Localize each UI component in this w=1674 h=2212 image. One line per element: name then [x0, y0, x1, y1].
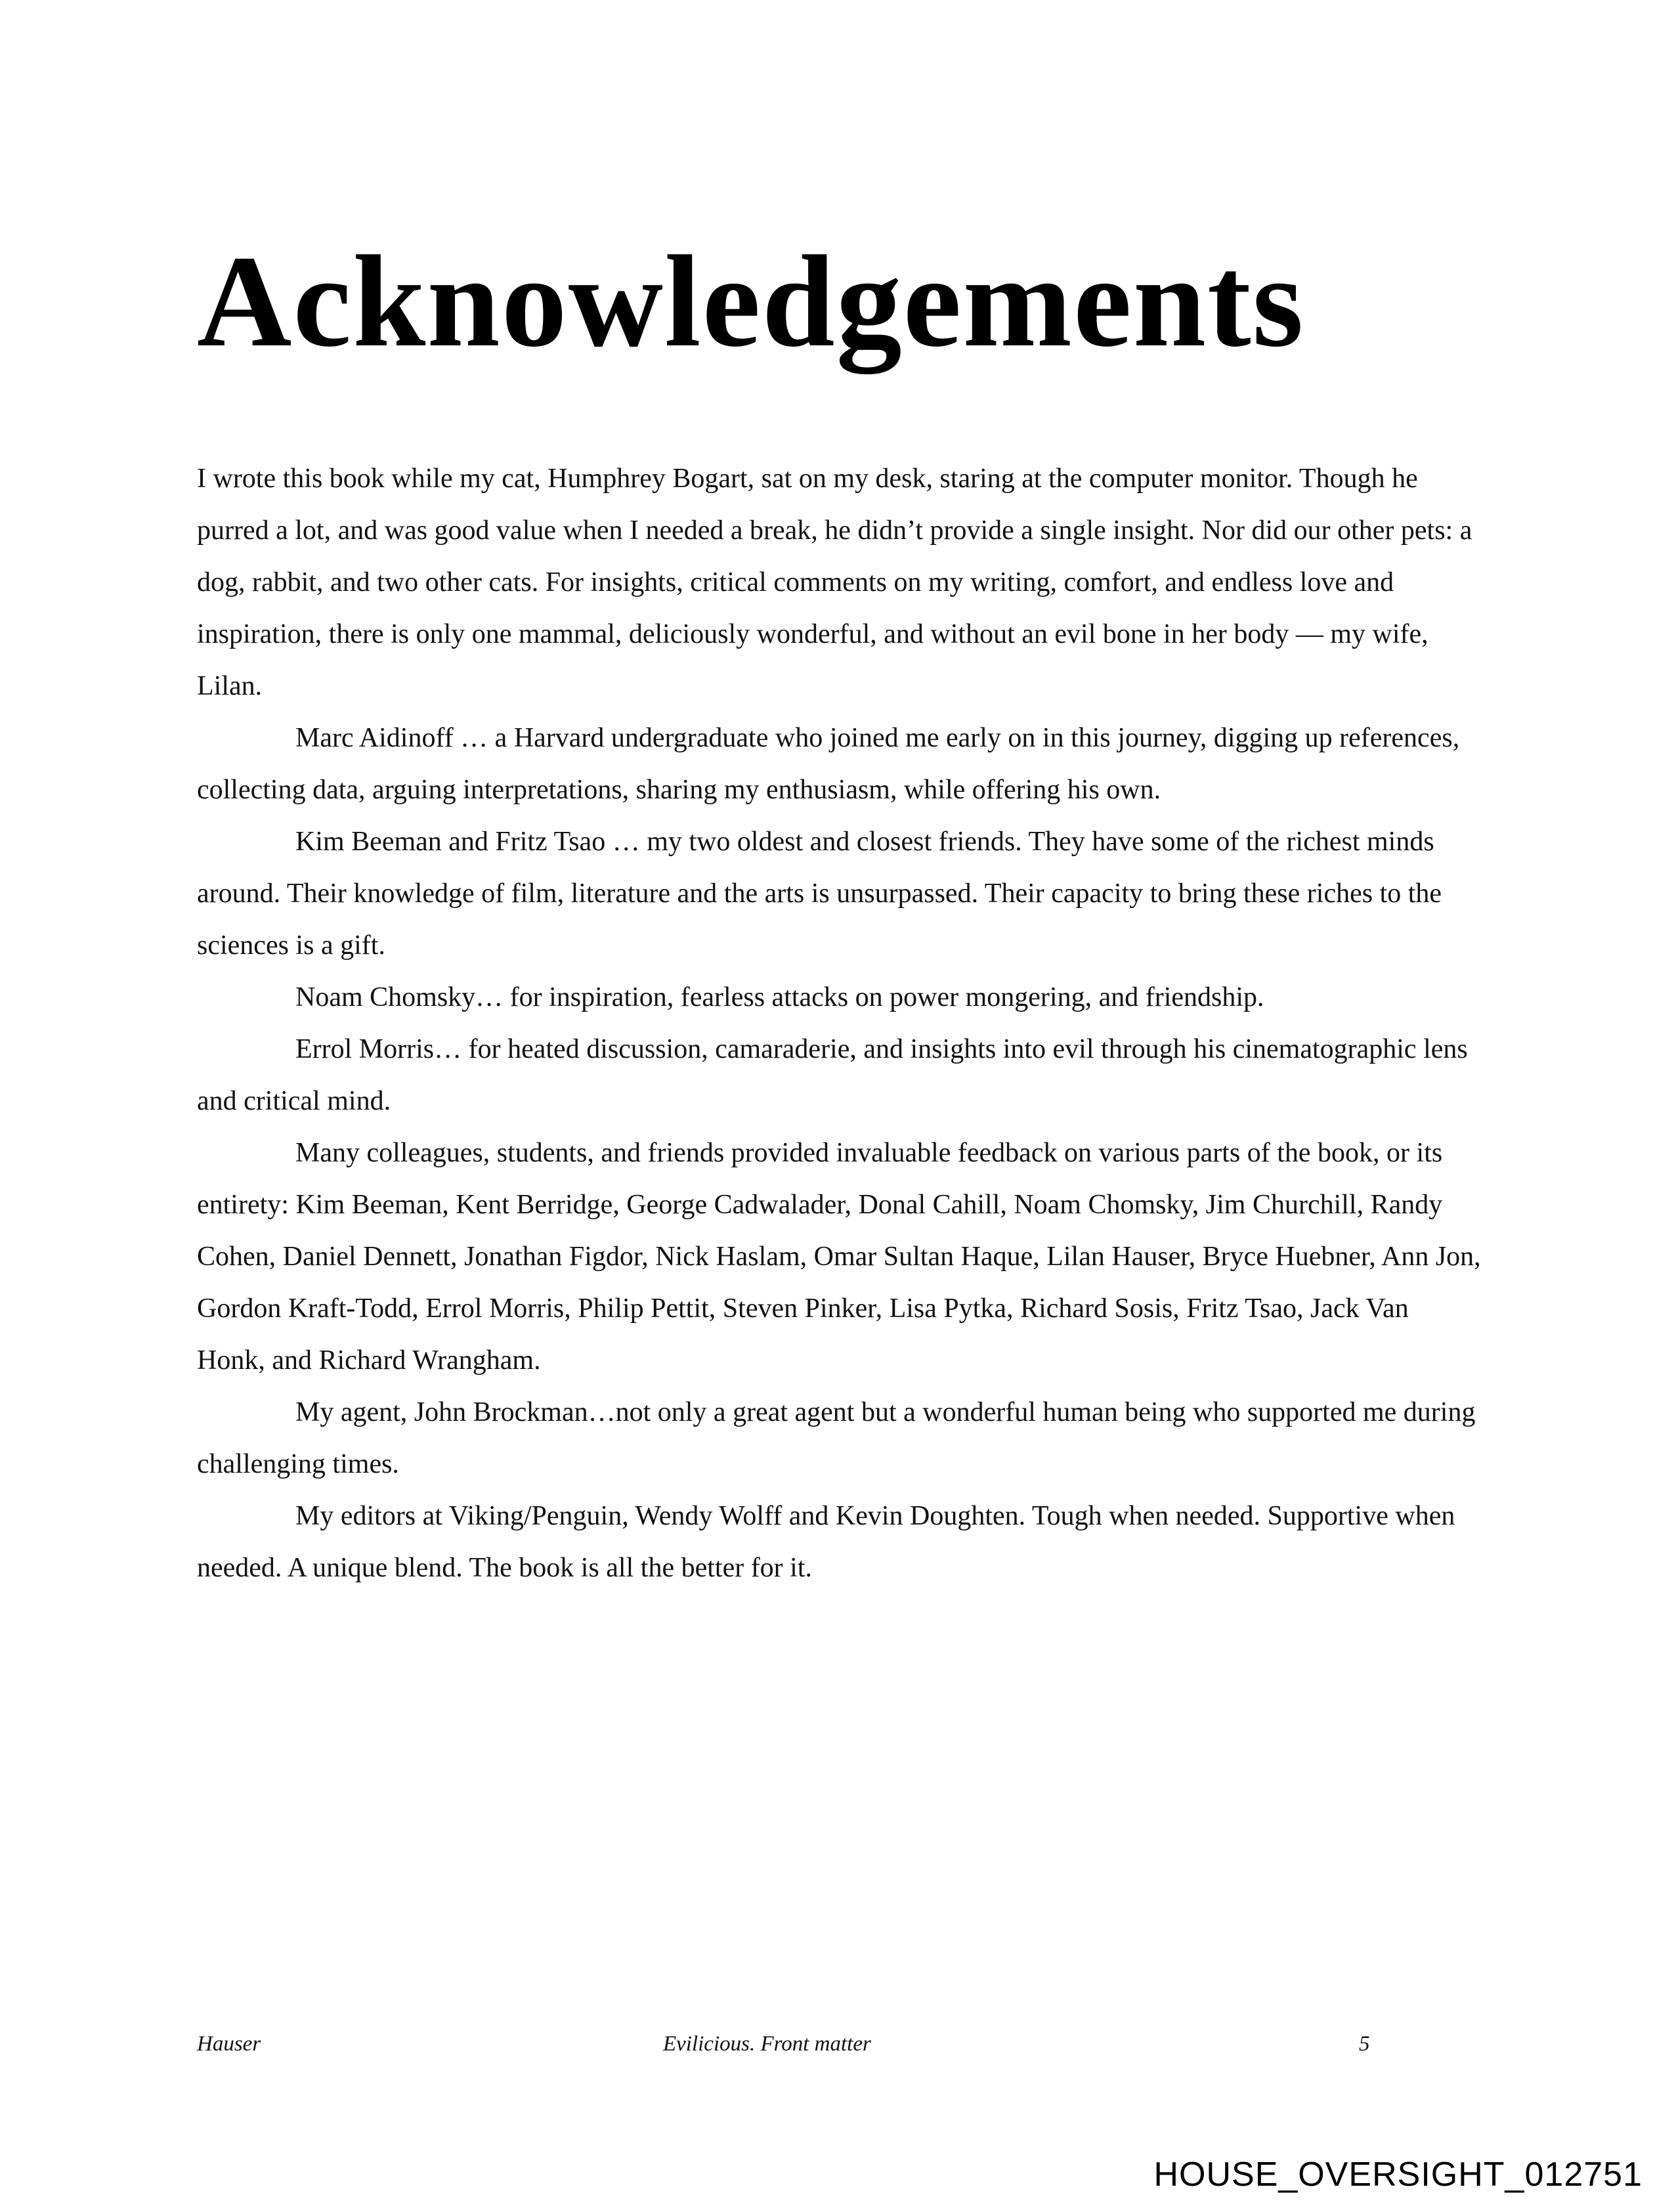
paragraph-intro: I wrote this book while my cat, Humphrey Bogart, sat on my desk, staring at the computer monitor. Though he purred a lot, and was good value when I needed a break, he didn’t provide a single insight. Nor did our other pets: a dog, rabbit, and two other cats. For insights, critical comments on my writing, comfort, and endless love and inspiration, there is only one mammal, deliciously wonderful, and without an evil bone in her body — my wife, Lilan.: [197, 464, 1472, 701]
paragraph-morris: Errol Morris… for heated discussion, camaraderie, and insights into evil through his cinematographic lens and critical mind.: [197, 1034, 1468, 1116]
paragraph-agent: My agent, John Brockman…not only a great agent but a wonderful human being who supported me during challenging times.: [197, 1397, 1476, 1479]
paragraph-colleagues: Many colleagues, students, and friends provided invaluable feedback on various parts of the book, or its entirety: Kim Beeman, Kent Berridge, George Cadwalader, Donal Cahill, Noam Chomsky, Jim Churchill, Randy Cohen, Daniel Dennett, Jonathan Figdor, Nick Haslam, Omar Sultan Haque, Lilan Hauser, Bryce Huebner, Ann Jon, Gordon Kraft-Todd, Errol Morris, Philip Pettit, Steven Pinker, Lisa Pytka, Richard Sosis, Fritz Tsao, Jack Van Honk, and Richard Wrangham.: [197, 1138, 1481, 1376]
paragraph-aidinoff: Marc Aidinoff … a Harvard undergraduate who joined me early on in this journey, digging up references, collecting data, arguing interpretations, sharing my enthusiasm, while offering his own.: [197, 723, 1460, 805]
page-title: Acknowledgements: [197, 229, 1305, 374]
paragraph-beeman-tsao: Kim Beeman and Fritz Tsao … my two oldest and closest friends. They have some of the richest minds around. Their knowledge of film, literature and the arts is unsurpassed. Their capacity to bring these riches to the sciences is a gift.: [197, 827, 1442, 961]
bates-stamp: HOUSE_OVERSIGHT_012751: [1153, 2156, 1642, 2194]
acknowledgements-body: [197, 453, 1484, 1594]
footer-running-title: Evilicious. Front matter: [663, 2032, 871, 2056]
footer-author: Hauser: [197, 2032, 261, 2056]
paragraph-editors: My editors at Viking/Penguin, Wendy Wolff and Kevin Doughten. Tough when needed. Supportive when needed. A unique blend. The book is all the better for it.: [197, 1501, 1455, 1583]
footer-page-number: 5: [1359, 2032, 1370, 2056]
paragraph-chomsky: Noam Chomsky… for inspiration, fearless attacks on power mongering, and friendship.: [295, 982, 1264, 1012]
